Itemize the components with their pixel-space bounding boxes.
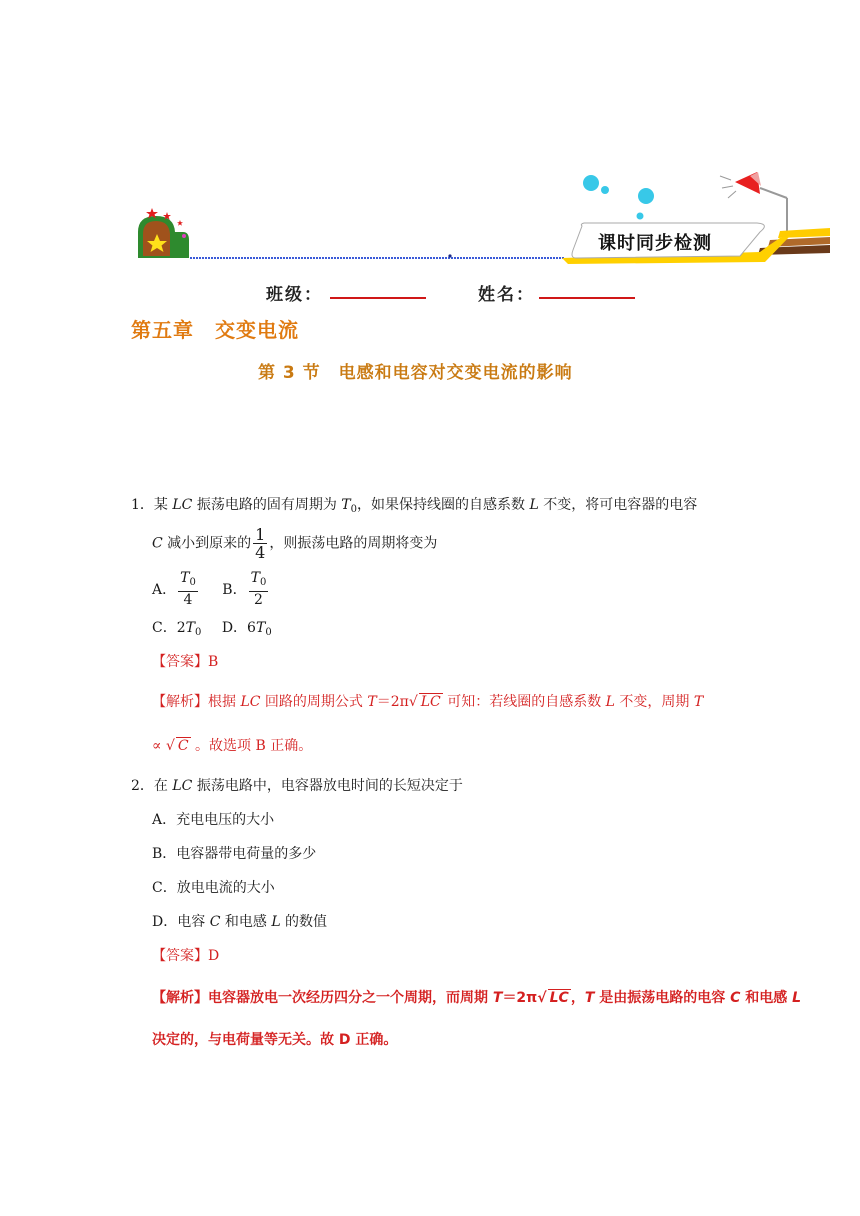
q2-stem: 2．在 LC 振荡电路中，电容器放电时间的长短决定于 (131, 778, 463, 794)
fraction-one-quarter: $\frac{1}{4}$ (255, 525, 266, 562)
q1-option-d[interactable]: D．$6T_0$ (221, 620, 272, 638)
class-label: 班级： (266, 285, 323, 305)
header-banner (0, 0, 860, 300)
q1-option-c[interactable]: C．$2T_0$ (152, 620, 202, 638)
q1-explanation-line1: 【解析】根据 LC 回路的周期公式 T＝2π√ LC 可知：若线圈的自感系数 L 不变，周期 T (152, 694, 704, 710)
q2-explanation-line1: 【解析】电容器放电一次经历四分之一个周期，而周期 T＝2π√ LC ，T 是由振荡电路的电容 C 和电感 L (152, 990, 802, 1006)
q1-option-a[interactable]: A． $\frac{T_0}{4}$ (152, 570, 196, 608)
q1-answer: 【答案】B (152, 654, 219, 670)
q1-stem-line1: 1．某 LC 振荡电路的固有周期为 $T_0$，如果保持线圈的自感系数 L 不变，将可电容器的电容 (131, 497, 698, 515)
star-badge-icon (138, 208, 189, 258)
q1-option-b[interactable]: B． $\frac{T_0}{2}$ (222, 570, 267, 608)
q1-explanation-line2: ∝ √ C 。故选项 B 正确。 (152, 738, 313, 754)
q2-option-a[interactable]: A．充电电压的大小 (152, 812, 275, 828)
q2-option-d[interactable]: D．电容 C 和电感 L 的数值 (152, 914, 328, 930)
q2-option-b[interactable]: B．电容器带电荷量的多少 (152, 846, 317, 862)
chapter-title: 第五章 交变电流 (131, 318, 299, 342)
q1-options-ab (152, 570, 270, 609)
bubble-icon (583, 175, 599, 191)
q1-stem-line2: C 减小到原来的 $\frac{1}{4}$ ，则振荡电路的周期将变为 (152, 525, 438, 562)
banner-badge-text: 课时同步检测 (598, 233, 712, 254)
q2-option-c[interactable]: C．放电电流的大小 (152, 880, 275, 896)
section-title: 第 3 节 电感和电容对交变电流的影响 (258, 363, 573, 383)
q2-explanation-line2: 决定的，与电荷量等无关。故 D 正确。 (152, 1032, 398, 1048)
q1-options-cd (152, 618, 272, 643)
q2-answer: 【答案】D (152, 948, 220, 964)
name-blank[interactable] (539, 297, 635, 299)
class-blank[interactable] (330, 297, 426, 299)
name-label: 姓名： (478, 285, 535, 305)
